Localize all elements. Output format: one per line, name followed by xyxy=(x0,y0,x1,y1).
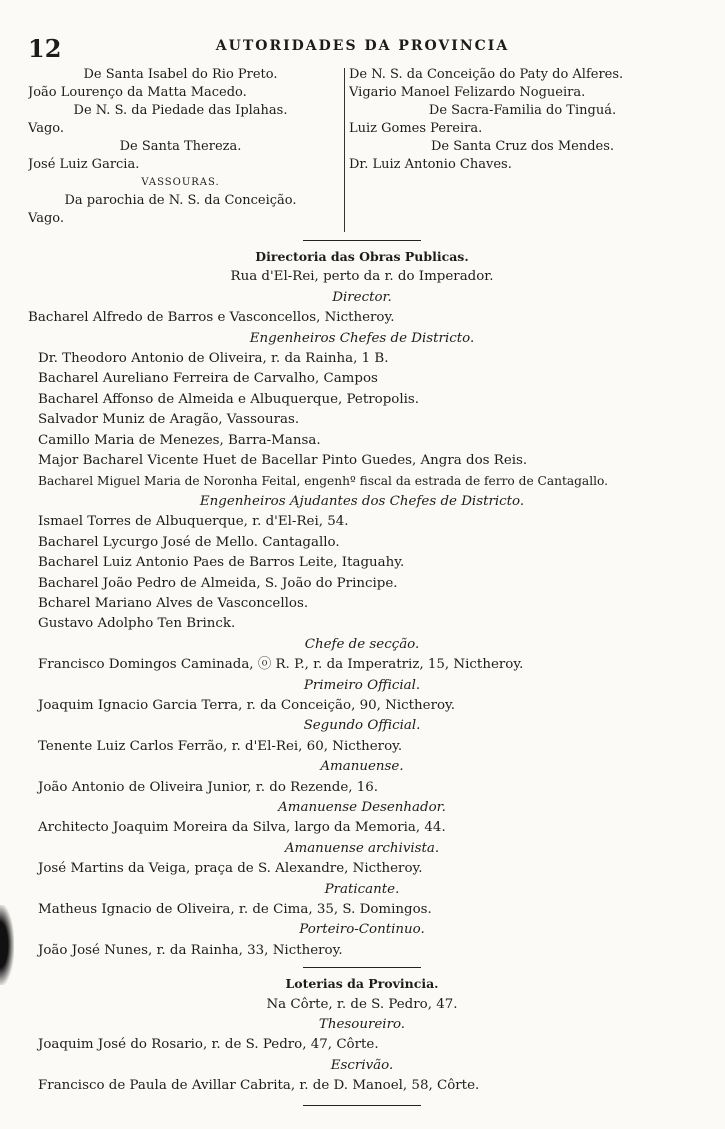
section-title-obras: Directoria das Obras Publicas. xyxy=(255,249,469,264)
director-heading: Director. xyxy=(332,289,392,305)
parish-heading: De N. S. da Piedade das Iplahas. xyxy=(73,103,288,118)
segundo-heading: Segundo Official. xyxy=(303,718,421,734)
segundo-entry: Tenente Luiz Carlos Ferrão, r. d'El-Rei, 60, Nictheroy. xyxy=(38,738,403,754)
engenheiro-entry: Bacharel Affonso de Almeida e Albuquerque, Petropolis. xyxy=(38,391,420,407)
entry-line: Vago. xyxy=(28,121,64,136)
section-title-loterias: Loterias da Provincia. xyxy=(285,976,439,992)
ajudante-entry: Bacharel João Pedro de Almeida, S. João do Principe. xyxy=(38,575,398,591)
ajudante-entry: Ismael Torres de Albuquerque, r. d'El-Rei, 54. xyxy=(38,514,349,530)
desenhador-entry: Architecto Joaquim Moreira da Silva, largo da Memoria, 44. xyxy=(38,820,446,836)
ajudante-entry: Bcharel Mariano Alves de Vasconcellos. xyxy=(38,595,309,611)
left-column xyxy=(28,66,333,228)
parish-heading: De N. S. da Conceição do Paty do Alferes. xyxy=(349,67,624,82)
engenheiro-entry: Bacharel Miguel Maria de Noronha Feital, engenhº fiscal da estrada de ferro de Cantagallo. xyxy=(38,474,608,489)
entry-line: Luiz Gomes Pereira. xyxy=(349,121,483,136)
engenheiro-entry: Salvador Muniz de Aragão, Vassouras. xyxy=(38,412,300,428)
engenheiro-entry: Camillo Maria de Menezes, Barra-Mansa. xyxy=(38,432,321,448)
entry-line: José Luiz Garcia. xyxy=(28,157,140,172)
escrivao-entry: Francisco de Paula de Avillar Cabrita, r. de D. Manoel, 58, Côrte. xyxy=(38,1078,480,1094)
entry-line: Vago. xyxy=(28,211,64,226)
column-divider xyxy=(344,68,345,232)
engenheiro-entry: Dr. Theodoro Antonio de Oliveira, r. da Rainha, 1 B. xyxy=(38,351,389,367)
two-column-section xyxy=(28,66,696,236)
parish-heading: De Santa Cruz dos Mendes. xyxy=(430,139,615,154)
entry-line: Vigario Manoel Felizardo Nogueira. xyxy=(349,85,586,100)
desenhador-heading: Amanuense Desenhador. xyxy=(278,799,446,815)
thesoureiro-heading: Thesoureiro. xyxy=(318,1017,406,1033)
parish-heading: De Santa Thereza. xyxy=(119,139,242,154)
parish-heading: De Sacra-Familia do Tinguá. xyxy=(428,103,617,118)
porteiro-entry: João José Nunes, r. da Rainha, 33, Nictheroy. xyxy=(38,942,343,958)
praticante-entry: Matheus Ignacio de Oliveira, r. de Cima, 35, S. Domingos. xyxy=(38,902,432,917)
primeiro-entry: Joaquim Ignacio Garcia Terra, r. da Conceição, 90, Nictheroy. xyxy=(38,697,456,713)
entry-line: João Lourenço da Matta Macedo. xyxy=(28,85,247,100)
right-column xyxy=(349,66,696,174)
parish-heading: Da parochia de N. S. da Conceição. xyxy=(64,193,297,208)
municipality-heading: VASSOURAS. xyxy=(141,177,220,188)
ajudantes-heading: Engenheiros Ajudantes dos Chefes de Districto. xyxy=(199,493,525,509)
parish-heading: De Santa Isabel do Rio Preto. xyxy=(83,67,278,82)
page-number: 12 xyxy=(28,34,62,63)
porteiro-heading: Porteiro-Continuo. xyxy=(299,922,425,938)
amanuense-entry: João Antonio de Oliveira Junior, r. do Rezende, 16. xyxy=(38,779,379,795)
ajudante-entry: Bacharel Luiz Antonio Paes de Barros Leite, Itaguahy. xyxy=(38,555,405,571)
director-entry: Bacharel Alfredo de Barros e Vasconcellos, Nictheroy. xyxy=(28,310,395,326)
entry-line: Dr. Luiz Antonio Chaves. xyxy=(349,157,512,172)
loterias-address: Na Côrte, r. de S. Pedro, 47. xyxy=(266,996,458,1012)
engenheiros-heading: Engenheiros Chefes de Districto. xyxy=(249,330,475,346)
chefe-entry: Francisco Domingos Caminada, ⓞ R. P., r. da Imperatriz, 15, Nictheroy. xyxy=(38,657,524,673)
engenheiro-entry: Bacharel Aureliano Ferreira de Carvalho, Campos xyxy=(38,371,378,387)
running-title: AUTORIDADES DA PROVINCIA xyxy=(215,38,510,54)
ajudante-entry: Bacharel Lycurgo José de Mello. Cantagallo. xyxy=(38,534,340,550)
obras-address: Rua d'El-Rei, perto da r. do Imperador. xyxy=(230,269,494,285)
archivista-heading: Amanuense archivista. xyxy=(284,840,440,856)
ajudante-entry: Gustavo Adolpho Ten Brinck. xyxy=(38,616,236,632)
page-header xyxy=(0,34,725,63)
ink-stain xyxy=(0,905,14,985)
amanuense-heading: Amanuense. xyxy=(320,759,404,775)
section-rule xyxy=(303,1105,421,1106)
praticante-heading: Praticante. xyxy=(324,881,400,897)
primeiro-heading: Primeiro Official. xyxy=(303,677,421,693)
thesoureiro-entry: Joaquim José do Rosario, r. de S. Pedro, 47, Côrte. xyxy=(38,1037,379,1053)
archivista-entry: José Martins da Veiga, praça de S. Alexandre, Nictheroy. xyxy=(38,861,423,877)
chefe-heading: Chefe de secção. xyxy=(304,636,420,652)
escrivao-heading: Escrivão. xyxy=(330,1057,394,1073)
main-section xyxy=(28,240,696,1106)
engenheiro-entry: Major Bacharel Vicente Huet de Bacellar Pinto Guedes, Angra dos Reis. xyxy=(38,453,528,469)
